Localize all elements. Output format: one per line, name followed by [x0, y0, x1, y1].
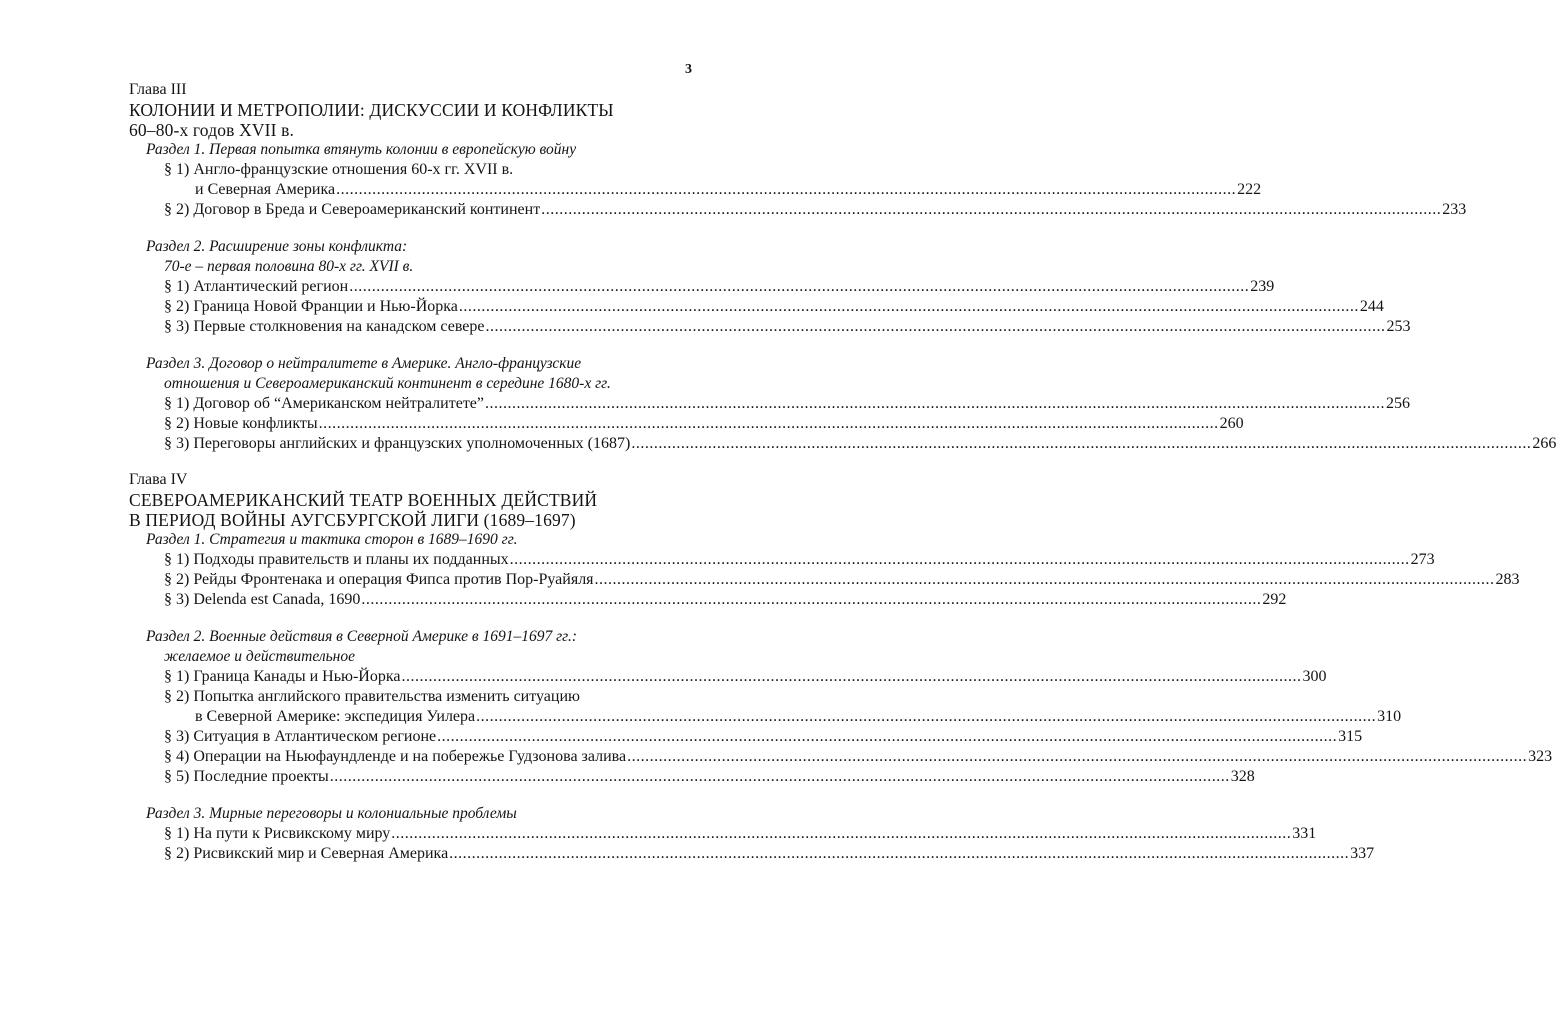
toc-entry [164, 667, 1327, 687]
ch4-section-2-title-cont: желаемое и действительное [164, 648, 355, 665]
toc-entry [164, 550, 1435, 570]
ch4-s3-entry-1: § 1) На пути к Рисвикскому миру [164, 825, 391, 842]
ch3-s1-entry-1-line-2: и Северная Америка [195, 181, 336, 198]
ch3-section-3-title-cont: отношения и Североамериканский континент в середине 1680-х гг. [164, 375, 611, 392]
ch3-section-1-title: Раздел 1. Первая попытка втянуть колонии в европейскую войну [146, 141, 577, 158]
dot-leader: ........................................................................................................................................................................................................ [349, 278, 1250, 295]
dot-leader: ........................................................................................................................................................................................................ [627, 748, 1528, 765]
dot-leader: ........................................................................................................................................................................................................ [449, 845, 1350, 862]
ch3-section-2-title-cont: 70-е – первая половина 80-х гг. XVII в. [164, 258, 414, 275]
chapter-4-title: СЕВЕРОАМЕРИКАНСКИЙ ТЕАТР ВОЕННЫХ ДЕЙСТВИЙ [129, 490, 598, 510]
dot-leader: ........................................................................................................................................................................................................ [594, 571, 1495, 588]
ch3-s1-entry-2: § 2) Договор в Бреда и Североамериканский континент [164, 201, 541, 218]
ch4-section-1-title: Раздел 1. Стратегия и тактика сторон в 1689–1690 гг. [146, 531, 518, 548]
page-ref: 244 [1359, 298, 1384, 315]
chapter-3-title: КОЛОНИИ И МЕТРОПОЛИИ: ДИСКУССИИ И КОНФЛИКТЫ [129, 100, 614, 120]
dot-leader: ........................................................................................................................................................................................................ [401, 668, 1302, 685]
page-ref: 310 [1377, 708, 1402, 725]
dot-leader: ........................................................................................................................................................................................................ [458, 298, 1359, 315]
toc-entry [195, 707, 1402, 727]
page-ref: 253 [1386, 318, 1411, 335]
toc-entry [164, 297, 1384, 317]
dot-leader: ........................................................................................................................................................................................................ [476, 708, 1377, 725]
toc-entry [164, 277, 1275, 297]
ch4-s1-entry-1: § 1) Подходы правительств и планы их подданных [164, 551, 509, 568]
page-ref: 328 [1230, 768, 1255, 785]
chapter-3-label: Глава III [129, 81, 187, 98]
ch4-s2-entry-2-line-1: § 2) Попытка английского правительства изменить ситуацию [164, 688, 580, 705]
ch3-s2-entry-3: § 3) Первые столкновения на канадском севере [164, 318, 485, 335]
toc-entry [164, 727, 1363, 747]
page-ref: 239 [1250, 278, 1275, 295]
ch3-s3-entry-1: § 1) Договор об “Американском нейтралитете” [164, 395, 485, 412]
page-number: 3 [685, 62, 692, 77]
dot-leader: ........................................................................................................................................................................................................ [485, 395, 1386, 412]
ch3-section-3-title: Раздел 3. Договор о нейтралитете в Америке. Англо-французские [146, 355, 582, 372]
page-ref: 331 [1292, 825, 1317, 842]
ch4-section-2-title: Раздел 2. Военные действия в Северной Америке в 1691–1697 гг.: [146, 628, 578, 645]
chapter-4-label: Глава IV [129, 471, 188, 488]
ch3-s3-entry-3: § 3) Переговоры английских и французских уполномоченных (1687) [164, 435, 631, 452]
dot-leader: ........................................................................................................................................................................................................ [336, 181, 1237, 198]
toc-entry [195, 180, 1262, 200]
dot-leader: ........................................................................................................................................................................................................ [541, 201, 1442, 218]
ch3-s1-entry-1-line-1: § 1) Англо-французские отношения 60-х гг. XVII в. [164, 161, 514, 178]
toc-entry [164, 317, 1411, 337]
dot-leader: ........................................................................................................................................................................................................ [391, 825, 1292, 842]
chapter-3-title-cont: 60–80-х годов XVII в. [129, 120, 295, 140]
page-ref: 337 [1350, 845, 1375, 862]
dot-leader: ........................................................................................................................................................................................................ [437, 728, 1338, 745]
ch3-section-2-title: Раздел 2. Расширение зоны конфликта: [146, 238, 408, 255]
ch4-s2-entry-5: § 5) Последние проекты [164, 768, 329, 785]
page-ref: 260 [1219, 415, 1244, 432]
toc-entry [164, 824, 1317, 844]
page-ref: 266 [1532, 435, 1556, 452]
toc-entry [164, 414, 1244, 434]
toc-entry [164, 394, 1411, 414]
page-ref: 315 [1338, 728, 1363, 745]
toc-entry [164, 434, 1556, 454]
ch4-s2-entry-1: § 1) Граница Канады и Нью-Йорка [164, 668, 401, 685]
page-ref: 222 [1237, 181, 1262, 198]
page-ref: 233 [1442, 201, 1467, 218]
ch4-s3-entry-2: § 2) Рисвикский мир и Северная Америка [164, 845, 449, 862]
page-ref: 256 [1386, 395, 1411, 412]
dot-leader: ........................................................................................................................................................................................................ [318, 415, 1219, 432]
ch4-s1-entry-3: § 3) Delenda est Canada, 1690 [164, 591, 361, 608]
toc-entry [164, 767, 1255, 787]
page-ref: 300 [1302, 668, 1327, 685]
ch4-s2-entry-4: § 4) Операции на Ньюфаундленде и на побережье Гудзонова залива [164, 748, 627, 765]
page-ref: 292 [1262, 591, 1287, 608]
toc-entry [164, 200, 1467, 220]
dot-leader: ........................................................................................................................................................................................................ [361, 591, 1262, 608]
toc-entry [164, 747, 1553, 767]
toc-entry [164, 590, 1287, 610]
ch3-s2-entry-1: § 1) Атлантический регион [164, 278, 349, 295]
dot-leader: ........................................................................................................................................................................................................ [509, 551, 1410, 568]
dot-leader: ........................................................................................................................................................................................................ [485, 318, 1386, 335]
toc-entry [164, 570, 1520, 590]
ch4-section-3-title: Раздел 3. Мирные переговоры и колониальные проблемы [146, 805, 517, 822]
page-ref: 273 [1410, 551, 1435, 568]
ch4-s2-entry-3: § 3) Ситуация в Атлантическом регионе [164, 728, 437, 745]
ch3-s2-entry-2: § 2) Граница Новой Франции и Нью-Йорка [164, 298, 458, 315]
dot-leader: ........................................................................................................................................................................................................ [631, 435, 1532, 452]
dot-leader: ........................................................................................................................................................................................................ [329, 768, 1230, 785]
ch4-s1-entry-2: § 2) Рейды Фронтенака и операция Фипса против Пор-Руайяля [164, 571, 594, 588]
ch4-s2-entry-2-line-2: в Северной Америке: экспедиция Уилера [195, 708, 476, 725]
chapter-4-title-cont: В ПЕРИОД ВОЙНЫ АУГСБУРГСКОЙ ЛИГИ (1689–1697) [129, 510, 576, 530]
page-ref: 283 [1495, 571, 1520, 588]
ch3-s3-entry-2: § 2) Новые конфликты [164, 415, 318, 432]
toc-entry [164, 844, 1375, 864]
page-ref: 323 [1528, 748, 1553, 765]
